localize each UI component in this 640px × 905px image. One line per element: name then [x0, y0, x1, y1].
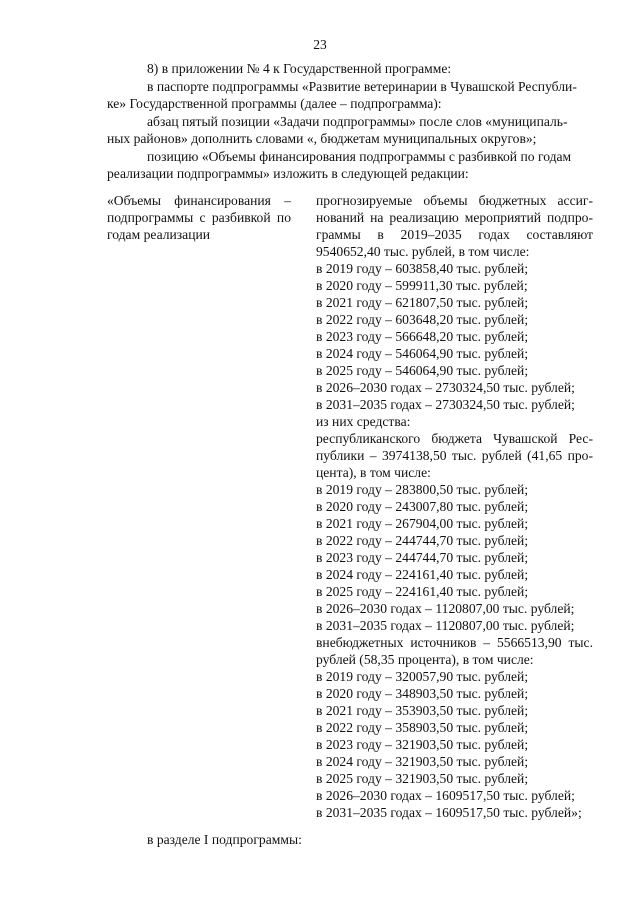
total-year-line: в 2023 году – 566648,20 тыс. рублей;	[316, 329, 529, 344]
republic-head-line: республиканского бюджета Чувашской Рес-	[316, 431, 593, 446]
table-left-line-1: «Объемы финансирования –	[107, 193, 291, 208]
intro-paragraph-2-cont: ке» Государственной программы (далее – подпрограмма):	[107, 96, 442, 111]
republic-year-line: в 2022 году – 244744,70 тыс. рублей;	[316, 533, 529, 548]
extra-year-line: в 2024 году – 321903,50 тыс. рублей;	[316, 754, 529, 769]
total-year-line: в 2026–2030 годах – 2730324,50 тыс. рублей;	[316, 380, 575, 395]
extra-year-line: в 2025 году – 321903,50 тыс. рублей;	[316, 771, 529, 786]
republic-year-line: в 2019 году – 283800,50 тыс. рублей;	[316, 482, 529, 497]
extra-year-line: в 2026–2030 годах – 1609517,50 тыс. рублей;	[316, 788, 575, 803]
total-year-line: в 2021 году – 621807,50 тыс. рублей;	[316, 295, 529, 310]
extra-year-line: в 2031–2035 годах – 1609517,50 тыс. рублей»;	[316, 805, 582, 820]
extra-year-line: в 2022 году – 358903,50 тыс. рублей;	[316, 720, 529, 735]
total-year-line: в 2025 году – 546064,90 тыс. рублей;	[316, 363, 529, 378]
republic-year-line: в 2020 году – 243007,80 тыс. рублей;	[316, 499, 529, 514]
table-right-line: прогнозируемые объемы бюджетных ассиг-	[316, 193, 593, 208]
republic-year-line: в 2025 году – 224161,40 тыс. рублей;	[316, 584, 529, 599]
republic-year-line: в 2024 году – 224161,40 тыс. рублей;	[316, 567, 529, 582]
table-left-line-3: годам реализации	[107, 227, 211, 242]
intro-paragraph-3-cont: ных районов» дополнить словами «, бюджетам муниципальных округов»;	[107, 131, 537, 146]
extra-year-line: в 2021 году – 353903,50 тыс. рублей;	[316, 703, 529, 718]
section-footer-line: в разделе I подпрограммы:	[147, 832, 302, 847]
table-left-line-2: подпрограммы с разбивкой по	[107, 210, 291, 225]
table-right-line: 9540652,40 тыс. рублей, в том числе:	[316, 244, 530, 259]
extra-head-line: рублей (58,35 процента), в том числе:	[316, 652, 534, 667]
republic-head-line: цента), в том числе:	[316, 465, 431, 480]
intro-paragraph-4: позицию «Объемы финансирования подпрограммы с разбивкой по годам	[147, 149, 572, 164]
page-number: 23	[313, 37, 327, 52]
total-year-line: в 2024 году – 546064,90 тыс. рублей;	[316, 346, 529, 361]
extra-year-line: в 2023 году – 321903,50 тыс. рублей;	[316, 737, 529, 752]
republic-year-line: в 2026–2030 годах – 1120807,00 тыс. рублей;	[316, 601, 575, 616]
total-year-line: в 2031–2035 годах – 2730324,50 тыс. рублей;	[316, 397, 575, 412]
intro-paragraph-2: в паспорте подпрограммы «Развитие ветеринарии в Чувашской Республи-	[147, 79, 577, 94]
of-which-line: из них средства:	[316, 414, 411, 429]
total-year-line: в 2020 году – 599911,30 тыс. рублей;	[316, 278, 528, 293]
republic-year-line: в 2023 году – 244744,70 тыс. рублей;	[316, 550, 529, 565]
extra-year-line: в 2020 году – 348903,50 тыс. рублей;	[316, 686, 529, 701]
republic-year-line: в 2031–2035 годах – 1120807,00 тыс. рублей;	[316, 618, 575, 633]
table-right-line: граммы в 2019–2035 годах составляют	[316, 227, 593, 242]
intro-paragraph-4-cont: реализации подпрограммы» изложить в следующей редакции:	[107, 166, 469, 181]
table-right-line: нований на реализацию мероприятий подпро-	[316, 210, 593, 225]
intro-paragraph-1: 8) в приложении № 4 к Государственной программе:	[147, 61, 452, 76]
republic-year-line: в 2021 году – 267904,00 тыс. рублей;	[316, 516, 529, 531]
extra-head-line: внебюджетных источников – 5566513,90 тыс.	[316, 635, 593, 650]
total-year-line: в 2019 году – 603858,40 тыс. рублей;	[316, 261, 529, 276]
extra-year-line: в 2019 году – 320057,90 тыс. рублей;	[316, 669, 529, 684]
intro-paragraph-3: абзац пятый позиции «Задачи подпрограммы» после слов «муниципаль-	[147, 114, 568, 129]
total-year-line: в 2022 году – 603648,20 тыс. рублей;	[316, 312, 529, 327]
republic-head-line: публики – 3974138,50 тыс. рублей (41,65 про-	[316, 448, 593, 463]
